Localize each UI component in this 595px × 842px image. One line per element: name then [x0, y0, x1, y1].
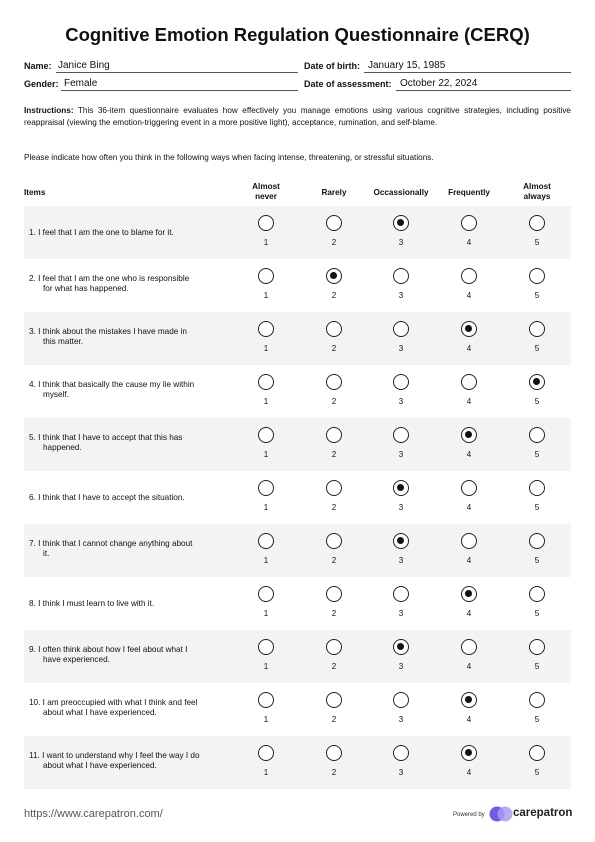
radio-button-5[interactable] — [529, 427, 545, 443]
radio-button-1[interactable] — [258, 586, 274, 602]
scale-number: 4 — [466, 609, 472, 618]
scale-number: 4 — [466, 715, 472, 724]
scale-number: 4 — [466, 768, 472, 777]
scale-number: 2 — [331, 556, 337, 565]
question-row — [24, 418, 571, 471]
radio-button-3[interactable] — [393, 692, 409, 708]
scale-number: 5 — [534, 556, 540, 565]
radio-button-4[interactable] — [461, 692, 477, 708]
question-line1: I think about the mistakes I have made in — [38, 327, 187, 336]
question-text — [29, 539, 229, 559]
question-line1: I am preoccupied with what I think and feel — [42, 698, 198, 707]
answer-option — [386, 427, 416, 459]
radio-button-4[interactable] — [461, 533, 477, 549]
scale-number: 3 — [398, 715, 404, 724]
answer-option — [251, 533, 281, 565]
answer-option — [251, 268, 281, 300]
question-text — [29, 493, 229, 503]
radio-button-2[interactable] — [326, 321, 342, 337]
answer-option — [386, 692, 416, 724]
question-number: 10. — [29, 698, 41, 707]
question-text — [29, 751, 229, 771]
question-text — [29, 645, 229, 665]
radio-button-3[interactable] — [393, 215, 409, 231]
answer-option — [386, 215, 416, 247]
question-number: 8. — [29, 599, 36, 608]
answer-option — [454, 745, 484, 777]
scale-number: 1 — [263, 397, 269, 406]
scale-number: 1 — [263, 238, 269, 247]
gender-field — [24, 75, 298, 91]
radio-button-5[interactable] — [529, 692, 545, 708]
radio-button-4[interactable] — [461, 268, 477, 284]
question-line2: about what I have experienced. — [43, 708, 157, 717]
question-row — [24, 312, 571, 365]
answer-option — [251, 639, 281, 671]
scale-number: 5 — [534, 662, 540, 671]
gender-value[interactable]: Female — [64, 78, 98, 89]
question-line2: happened. — [43, 443, 82, 452]
scale-number: 4 — [466, 238, 472, 247]
page-title: Cognitive Emotion Regulation Questionnaire (CERQ) — [65, 24, 530, 45]
question-row — [24, 630, 571, 683]
answer-option — [319, 745, 349, 777]
radio-button-3[interactable] — [393, 533, 409, 549]
radio-button-3[interactable] — [393, 427, 409, 443]
question-text — [29, 698, 229, 718]
scale-number: 1 — [263, 344, 269, 353]
question-text — [29, 599, 229, 609]
radio-button-2[interactable] — [326, 480, 342, 496]
question-line1: I think that I have to accept that this has — [38, 433, 183, 442]
radio-button-1[interactable] — [258, 533, 274, 549]
radio-button-2[interactable] — [326, 533, 342, 549]
answer-option — [454, 692, 484, 724]
answer-option — [522, 321, 552, 353]
question-row — [24, 206, 571, 259]
radio-button-2[interactable] — [326, 639, 342, 655]
radio-button-5[interactable] — [529, 745, 545, 761]
question-line1: I think I must learn to live with it. — [38, 599, 155, 608]
question-text — [29, 228, 229, 238]
answer-option — [251, 427, 281, 459]
scale-number: 2 — [331, 768, 337, 777]
scale-number: 3 — [398, 238, 404, 247]
radio-button-3[interactable] — [393, 374, 409, 390]
dob-field — [304, 57, 571, 73]
radio-button-4[interactable] — [461, 639, 477, 655]
scale-number: 3 — [398, 344, 404, 353]
radio-button-5[interactable] — [529, 215, 545, 231]
column-header-4 — [434, 188, 504, 198]
scale-number: 2 — [331, 662, 337, 671]
answer-option — [319, 321, 349, 353]
scale-number: 2 — [331, 238, 337, 247]
answer-option — [386, 745, 416, 777]
scale-number: 5 — [534, 344, 540, 353]
radio-button-3[interactable] — [393, 480, 409, 496]
instructions-label: Instructions: — [24, 106, 74, 115]
radio-button-5[interactable] — [529, 374, 545, 390]
column-header-line1: Almost — [523, 182, 551, 191]
answer-option — [251, 374, 281, 406]
radio-button-2[interactable] — [326, 745, 342, 761]
answer-option — [454, 480, 484, 512]
question-line2: have experienced. — [43, 655, 110, 664]
question-number: 5. — [29, 433, 36, 442]
answer-option — [386, 586, 416, 618]
scale-number: 1 — [263, 556, 269, 565]
scale-number: 5 — [534, 397, 540, 406]
question-row — [24, 736, 571, 789]
question-line2: it. — [43, 549, 50, 558]
question-number: 11. — [29, 751, 40, 760]
scale-number: 5 — [534, 609, 540, 618]
scale-number: 2 — [331, 397, 337, 406]
radio-button-2[interactable] — [326, 374, 342, 390]
column-header-1 — [231, 182, 301, 201]
radio-button-2[interactable] — [326, 268, 342, 284]
items-header: Items — [24, 188, 46, 197]
question-number: 2. — [29, 274, 36, 283]
answer-option — [454, 374, 484, 406]
question-row — [24, 577, 571, 630]
question-row — [24, 524, 571, 577]
radio-button-5[interactable] — [529, 480, 545, 496]
question-number: 3. — [29, 327, 36, 336]
answer-option — [522, 692, 552, 724]
column-header-3 — [366, 188, 436, 198]
footer-url-link[interactable]: https://www.carepatron.com/ — [24, 808, 163, 820]
instructions — [24, 105, 571, 128]
question-text — [29, 433, 229, 453]
prompt-text: Please indicate how often you think in the following ways when facing intense, threatening, or stressful situations. — [24, 153, 434, 162]
answer-option — [522, 215, 552, 247]
scale-number: 4 — [466, 450, 472, 459]
radio-button-2[interactable] — [326, 692, 342, 708]
answer-option — [319, 268, 349, 300]
answer-option — [522, 480, 552, 512]
assessment-date-label: Date of assessment: — [304, 79, 392, 89]
question-row — [24, 365, 571, 418]
column-header-2 — [299, 188, 369, 198]
answer-option — [319, 374, 349, 406]
answer-option — [386, 639, 416, 671]
radio-button-4[interactable] — [461, 321, 477, 337]
radio-button-4[interactable] — [461, 374, 477, 390]
scale-number: 4 — [466, 662, 472, 671]
answer-option — [319, 639, 349, 671]
scale-number: 3 — [398, 609, 404, 618]
table-header — [24, 180, 571, 206]
question-line1: I feel that I am the one who is responsible — [38, 274, 190, 283]
answer-option — [251, 586, 281, 618]
answer-option — [454, 533, 484, 565]
scale-number: 2 — [331, 291, 337, 300]
question-number: 1. — [29, 228, 36, 237]
question-line2: about what I have experienced. — [43, 761, 157, 770]
radio-button-5[interactable] — [529, 639, 545, 655]
question-line1: I think that I cannot change anything about — [38, 539, 193, 548]
radio-button-5[interactable] — [529, 586, 545, 602]
question-line1: I want to understand why I feel the way I do — [42, 751, 200, 760]
answer-option — [454, 268, 484, 300]
question-number: 7. — [29, 539, 36, 548]
radio-button-5[interactable] — [529, 268, 545, 284]
scale-number: 1 — [263, 768, 269, 777]
answer-option — [319, 427, 349, 459]
radio-button-1[interactable] — [258, 480, 274, 496]
scale-number: 3 — [398, 291, 404, 300]
answer-option — [386, 374, 416, 406]
scale-number: 3 — [398, 662, 404, 671]
scale-number: 3 — [398, 556, 404, 565]
scale-number: 1 — [263, 291, 269, 300]
radio-button-1[interactable] — [258, 692, 274, 708]
answer-option — [522, 745, 552, 777]
answer-option — [454, 215, 484, 247]
radio-button-3[interactable] — [393, 321, 409, 337]
name-value[interactable]: Janice Bing — [58, 60, 110, 71]
radio-button-4[interactable] — [461, 480, 477, 496]
question-number: 9. — [29, 645, 36, 654]
radio-button-1[interactable] — [258, 745, 274, 761]
scale-number: 4 — [466, 397, 472, 406]
answer-option — [251, 745, 281, 777]
radio-button-4[interactable] — [461, 215, 477, 231]
column-header-line1: Frequently — [448, 188, 490, 197]
radio-button-5[interactable] — [529, 533, 545, 549]
scale-number: 1 — [263, 503, 269, 512]
scale-number: 2 — [331, 450, 337, 459]
scale-number: 4 — [466, 291, 472, 300]
dob-value[interactable]: January 15, 1985 — [368, 60, 446, 71]
question-line1: I often think about how I feel about what I — [38, 645, 188, 654]
radio-button-5[interactable] — [529, 321, 545, 337]
answer-option — [319, 480, 349, 512]
scale-number: 4 — [466, 556, 472, 565]
dob-label: Date of birth: — [304, 61, 360, 71]
answer-option — [251, 692, 281, 724]
scale-number: 5 — [534, 768, 540, 777]
scale-number: 5 — [534, 503, 540, 512]
scale-number: 1 — [263, 715, 269, 724]
radio-button-4[interactable] — [461, 586, 477, 602]
scale-number: 4 — [466, 344, 472, 353]
radio-button-1[interactable] — [258, 639, 274, 655]
radio-button-2[interactable] — [326, 215, 342, 231]
radio-button-3[interactable] — [393, 745, 409, 761]
answer-option — [251, 321, 281, 353]
question-number: 4. — [29, 380, 36, 389]
question-row — [24, 683, 571, 736]
answer-option — [251, 480, 281, 512]
radio-button-3[interactable] — [393, 268, 409, 284]
column-header-line1: Almost — [252, 182, 280, 191]
column-header-line1: Rarely — [321, 188, 347, 197]
question-text — [29, 380, 229, 400]
answer-option — [522, 374, 552, 406]
answer-option — [319, 215, 349, 247]
scale-number: 5 — [534, 715, 540, 724]
radio-button-4[interactable] — [461, 745, 477, 761]
answer-option — [386, 268, 416, 300]
question-line2: for what has happened. — [43, 284, 129, 293]
question-line1: I think that basically the cause my lie within — [38, 380, 195, 389]
question-row — [24, 259, 571, 312]
column-header-line1: Occassionally — [373, 188, 429, 197]
column-header-line2: always — [523, 191, 551, 201]
scale-number: 1 — [263, 609, 269, 618]
scale-number: 3 — [398, 503, 404, 512]
scale-number: 3 — [398, 397, 404, 406]
answer-option — [319, 692, 349, 724]
answer-option — [522, 268, 552, 300]
answer-option — [251, 215, 281, 247]
question-number: 6. — [29, 493, 36, 502]
answer-option — [522, 639, 552, 671]
answer-option — [522, 427, 552, 459]
scale-number: 5 — [534, 238, 540, 247]
scale-number: 2 — [331, 609, 337, 618]
brand-name: carepatron — [513, 807, 573, 819]
scale-number: 5 — [534, 450, 540, 459]
radio-button-1[interactable] — [258, 215, 274, 231]
answer-option — [454, 427, 484, 459]
answer-option — [386, 480, 416, 512]
radio-button-2[interactable] — [326, 586, 342, 602]
radio-button-1[interactable] — [258, 321, 274, 337]
answer-option — [454, 321, 484, 353]
answer-option — [386, 321, 416, 353]
carepatron-logo-icon — [489, 805, 513, 823]
radio-button-1[interactable] — [258, 427, 274, 443]
radio-button-3[interactable] — [393, 639, 409, 655]
powered-by-text: Powered by — [453, 812, 485, 818]
name-field — [24, 57, 298, 73]
answer-option — [522, 586, 552, 618]
scale-number: 5 — [534, 291, 540, 300]
answer-option — [454, 586, 484, 618]
answer-option — [319, 586, 349, 618]
column-header-5 — [502, 182, 572, 201]
question-line1: I feel that I am the one to blame for it. — [38, 228, 174, 237]
radio-button-1[interactable] — [258, 374, 274, 390]
scale-number: 1 — [263, 662, 269, 671]
scale-number: 1 — [263, 450, 269, 459]
instructions-text: This 36-item questionnaire evaluates how effectively you manage emotions using various cognitive strategies, including positive reappraisal (viewing the emotion-triggering event in a more positive light), acceptance, rumination, and self-blame. — [24, 106, 571, 127]
assessment-date-value[interactable]: October 22, 2024 — [400, 78, 478, 89]
question-text — [29, 274, 229, 294]
scale-number: 2 — [331, 715, 337, 724]
radio-button-3[interactable] — [393, 586, 409, 602]
assessment-date-field — [304, 75, 571, 91]
answer-option — [386, 533, 416, 565]
radio-button-4[interactable] — [461, 427, 477, 443]
radio-button-1[interactable] — [258, 268, 274, 284]
question-row — [24, 471, 571, 524]
scale-number: 2 — [331, 344, 337, 353]
column-header-line2: never — [255, 191, 277, 201]
gender-label: Gender: — [24, 79, 59, 89]
scale-number: 3 — [398, 768, 404, 777]
question-line1: I think that I have to accept the situation. — [38, 493, 185, 502]
question-line2: myself. — [43, 390, 69, 399]
scale-number: 2 — [331, 503, 337, 512]
answer-option — [454, 639, 484, 671]
answer-option — [522, 533, 552, 565]
scale-number: 3 — [398, 450, 404, 459]
name-label: Name: — [24, 61, 52, 71]
scale-number: 4 — [466, 503, 472, 512]
question-line2: this matter. — [43, 337, 84, 346]
question-text — [29, 327, 229, 347]
answer-option — [319, 533, 349, 565]
radio-button-2[interactable] — [326, 427, 342, 443]
